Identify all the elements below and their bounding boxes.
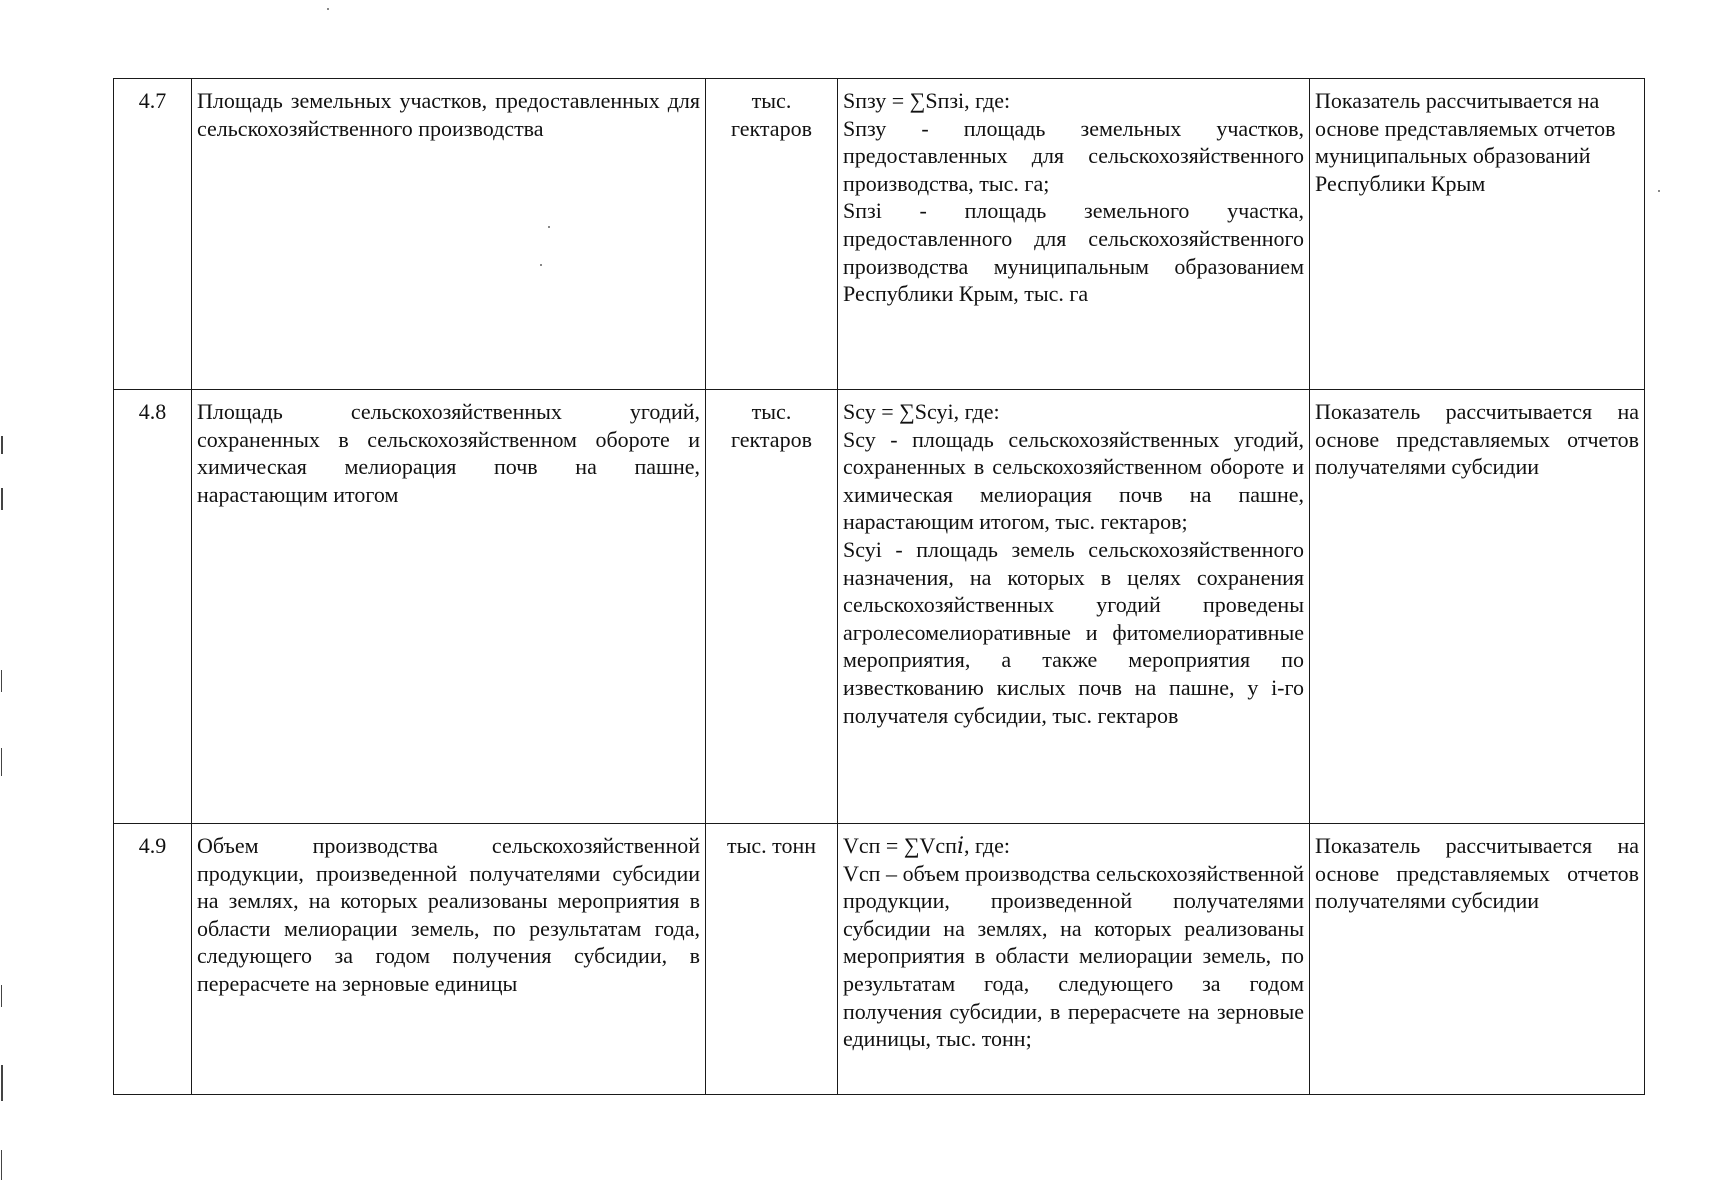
scan-edge-mark	[1, 670, 2, 692]
unit-of-measure: тыс. гектаров	[706, 79, 838, 390]
table-row	[114, 79, 1645, 390]
scan-edge-mark	[1, 1065, 3, 1101]
calculation-formula	[838, 824, 1310, 1095]
table-row	[114, 824, 1645, 1095]
data-source: Показатель рассчитывается на основе представляемых отчетов получателями субсидии	[1310, 390, 1645, 824]
scan-speck	[327, 8, 329, 10]
calculation-formula	[838, 79, 1310, 390]
indicator-name: Площадь сельскохозяйственных угодий, сохраненных в сельскохозяйственном обороте и химическая мелиорация почв на пашне, нарастающим итогом	[192, 390, 706, 824]
table-row	[114, 390, 1645, 824]
scan-speck	[1658, 190, 1660, 192]
row-number: 4.7	[114, 79, 192, 390]
formula-line: Sсу - площадь сельскохозяйственных угодий, сохраненных в сельскохозяйственном обороте и химическая мелиорация почв на пашне, нарастающим итогом, тыс. гектаров;	[843, 426, 1304, 535]
scan-edge-mark	[1, 436, 3, 454]
row-number: 4.8	[114, 390, 192, 824]
unit-of-measure: тыс. тонн	[706, 824, 838, 1095]
formula-line: Sпзу = ∑Sпзi, где:	[843, 88, 1011, 113]
data-source: Показатель рассчитывается на основе представляемых отчетов муниципальных образований Республики Крым	[1310, 79, 1645, 390]
formula-line: Vсп – объем производства сельскохозяйственной продукции, произведенной получателями субсидии на землях, на которых реализованы мероприятия в области мелиорации земель, по результатам года, следующего за годом получения субсидии, в перерасчете на зерновые единицы, тыс. тонн;	[843, 860, 1304, 1052]
unit-of-measure: тыс. гектаров	[706, 390, 838, 824]
indicator-name: Объем производства сельскохозяйственной продукции, произведенной получателями субсидии на землях, на которых реализованы мероприятия в области мелиорации земель, по результатам года, следующего за годом получения субсидии, в перерасчете на зерновые единицы	[192, 824, 706, 1095]
calculation-formula	[838, 390, 1310, 824]
scan-edge-mark	[1, 748, 2, 776]
formula-line: Sсуi - площадь земель сельскохозяйственного назначения, на которых в целях сохранения сельскохозяйственных угодий проведены агролесомелиоративные и фитомелиоративные мероприятия, а также мероприятия по известкованию кислых почв на пашне, у i-го получателя субсидии, тыс. гектаров	[843, 536, 1304, 728]
scan-speck	[540, 264, 542, 266]
scan-speck	[548, 226, 550, 228]
data-source: Показатель рассчитывается на основе представляемых отчетов получателями субсидии	[1310, 824, 1645, 1095]
scan-edge-mark	[1, 1150, 2, 1180]
scan-edge-mark	[1, 985, 2, 1007]
formula-line: Vсп = ∑Vсп𝑖, где:	[843, 833, 1010, 858]
formula-line: Sсу = ∑Sсуi, где:	[843, 399, 1000, 424]
formula-line: Sпзi - площадь земельного участка, предоставленного для сельскохозяйственного производства муниципальным образованием Республики Крым, тыс. га	[843, 198, 1304, 307]
formula-line: Sпзу - площадь земельных участков, предоставленных для сельскохозяйственного производства, тыс. га;	[843, 115, 1304, 196]
indicator-name: Площадь земельных участков, предоставленных для сельскохозяйственного производства	[192, 79, 706, 390]
scan-edge-mark	[1, 488, 3, 510]
indicators-table	[113, 78, 1645, 1095]
row-number: 4.9	[114, 824, 192, 1095]
